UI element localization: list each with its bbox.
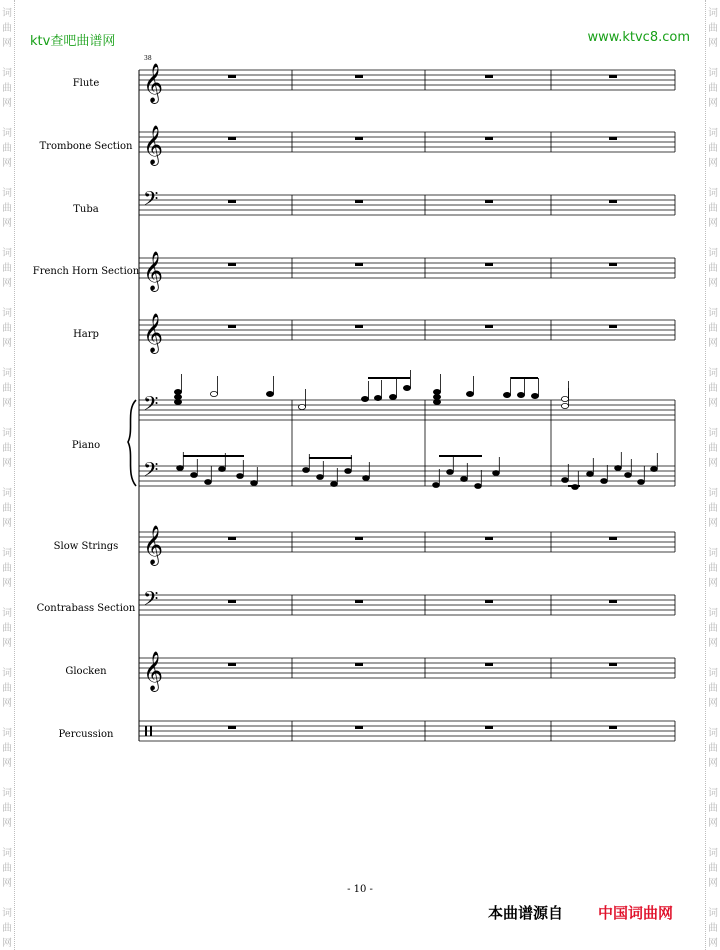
piano-notes [174, 370, 657, 490]
watermark-glyph: 词 [708, 728, 718, 739]
percussion-clef-icon [150, 726, 152, 736]
whole-rest [355, 537, 363, 540]
whole-rest [609, 600, 617, 603]
note-head [298, 404, 305, 409]
watermark-glyph: 词 [708, 908, 718, 919]
watermark-glyph: 词 [2, 68, 12, 79]
whole-rest [228, 325, 236, 328]
watermark-glyph: 曲 [2, 803, 12, 814]
piano-brace [128, 400, 136, 486]
watermark-glyph: 网 [2, 578, 12, 589]
watermark-glyph: 曲 [2, 743, 12, 754]
note-head [601, 479, 608, 484]
note-head [174, 399, 181, 404]
watermark-glyph: 网 [708, 878, 718, 889]
note-head [374, 395, 381, 400]
treble-clef-icon: 𝄞 [143, 251, 164, 291]
note-head [177, 466, 184, 471]
whole-rest [355, 325, 363, 328]
whole-rest [355, 75, 363, 78]
treble-clef-icon: 𝄞 [143, 651, 164, 691]
whole-rest [485, 663, 493, 666]
watermark-glyph: 曲 [2, 563, 12, 574]
note-head [389, 394, 396, 399]
whole-rest [355, 663, 363, 666]
watermark-glyph: 词 [2, 608, 12, 619]
watermark-glyph: 词 [708, 188, 718, 199]
header-site-name: ktv查吧曲谱网 [30, 34, 116, 49]
note-head [237, 474, 244, 479]
whole-rest [355, 200, 363, 203]
footer-source-site[interactable]: 中国词曲网 [598, 904, 674, 922]
note-head [625, 473, 632, 478]
note-head [562, 478, 569, 483]
watermark-glyph: 曲 [2, 263, 12, 274]
watermark-glyph: 词 [708, 428, 718, 439]
watermark-glyph: 曲 [2, 83, 12, 94]
treble-clef-icon: 𝄞 [143, 63, 164, 103]
watermark-glyph: 曲 [708, 623, 718, 634]
watermark-glyph: 词 [708, 128, 718, 139]
instrument-label-french-horn: French Horn Section [32, 266, 140, 277]
watermark-glyph: 网 [2, 38, 12, 49]
whole-rest [485, 600, 493, 603]
watermark-glyph: 词 [708, 248, 718, 259]
watermark-glyph: 曲 [708, 203, 718, 214]
whole-rest [228, 263, 236, 266]
instrument-label-flute: Flute [72, 78, 100, 89]
watermark-glyph: 词 [2, 908, 12, 919]
watermark-glyph: 网 [2, 638, 12, 649]
whole-rest [228, 663, 236, 666]
watermark-glyph: 曲 [2, 623, 12, 634]
measure-number: 38 [144, 55, 152, 62]
watermark-glyph: 词 [708, 848, 718, 859]
watermark-glyph: 词 [2, 308, 12, 319]
watermark-glyph: 网 [708, 98, 718, 109]
note-head [433, 394, 440, 399]
watermark-glyph: 词 [708, 368, 718, 379]
watermark-glyph: 网 [708, 398, 718, 409]
whole-rest [355, 137, 363, 140]
watermark-glyph: 词 [2, 668, 12, 679]
watermark-glyph: 网 [708, 578, 718, 589]
watermark-glyph: 网 [708, 938, 718, 949]
watermark-glyph: 曲 [708, 383, 718, 394]
percussion-clef-icon [145, 726, 147, 736]
note-head [317, 475, 324, 480]
watermark-glyph: 曲 [2, 923, 12, 934]
whole-rest [485, 263, 493, 266]
note-head [403, 385, 410, 390]
instrument-label-trombone: Trombone Section [39, 141, 133, 152]
watermark-glyph: 曲 [708, 323, 718, 334]
whole-rest [228, 200, 236, 203]
bass-clef-icon: 𝄢 [143, 187, 159, 215]
watermark-glyph: 网 [2, 818, 12, 829]
whole-rest [228, 137, 236, 140]
watermark-glyph: 曲 [2, 23, 12, 34]
watermark-glyph: 词 [708, 488, 718, 499]
watermark-glyph: 词 [2, 728, 12, 739]
watermark-glyph: 网 [708, 38, 718, 49]
watermark-glyph: 词 [708, 608, 718, 619]
watermark-glyph: 网 [2, 98, 12, 109]
watermark-glyph: 词 [2, 428, 12, 439]
watermark-glyph: 词 [708, 68, 718, 79]
staff-lines [128, 70, 675, 741]
note-head [461, 477, 468, 482]
watermark-glyph: 网 [2, 158, 12, 169]
watermark-glyph: 词 [2, 788, 12, 799]
note-head [447, 470, 454, 475]
instrument-label-harp: Harp [73, 329, 99, 340]
note-head [587, 472, 594, 477]
treble-clef-icon: 𝄞 [143, 525, 164, 565]
watermark-glyph: 曲 [2, 323, 12, 334]
footer-source-label: 本曲谱源自 [488, 904, 564, 922]
watermark-glyph: 网 [708, 698, 718, 709]
watermark-glyph: 词 [2, 8, 12, 19]
watermark-glyph: 网 [708, 278, 718, 289]
watermark-glyph: 曲 [708, 683, 718, 694]
bass-clef-icon: 𝄢 [143, 458, 159, 486]
note-head [361, 396, 368, 401]
watermark-glyph: 曲 [708, 563, 718, 574]
whole-rests [228, 75, 617, 729]
watermark-glyph: 词 [2, 128, 12, 139]
whole-rest [609, 537, 617, 540]
whole-rest [485, 137, 493, 140]
whole-rest [609, 200, 617, 203]
watermark-glyph: 网 [2, 758, 12, 769]
whole-rest [228, 726, 236, 729]
watermark-glyph: 曲 [708, 443, 718, 454]
watermark-glyph: 曲 [708, 743, 718, 754]
whole-rest [485, 200, 493, 203]
watermark-glyph: 曲 [708, 863, 718, 874]
watermark-glyph: 词 [2, 488, 12, 499]
note-head [251, 481, 258, 486]
watermark-glyph: 词 [2, 368, 12, 379]
note-head [433, 483, 440, 488]
note-head [651, 467, 658, 472]
whole-rest [609, 726, 617, 729]
note-head [266, 391, 273, 396]
watermark-glyph: 网 [2, 398, 12, 409]
watermark-glyph: 网 [2, 878, 12, 889]
note-head [191, 473, 198, 478]
watermark-glyph: 曲 [2, 683, 12, 694]
note-head [303, 468, 310, 473]
instrument-label-slow-strings: Slow Strings [53, 541, 119, 552]
watermark-glyph: 词 [708, 308, 718, 319]
note-head [210, 391, 217, 396]
watermark-glyph: 曲 [708, 923, 718, 934]
note-head [531, 393, 538, 398]
note-head [219, 467, 226, 472]
note-head [363, 476, 370, 481]
watermark-glyph: 网 [2, 458, 12, 469]
whole-rest [609, 325, 617, 328]
whole-rest [485, 325, 493, 328]
note-head [561, 396, 568, 401]
watermark-glyph: 网 [2, 698, 12, 709]
whole-rest [355, 600, 363, 603]
note-head [517, 392, 524, 397]
watermark-glyph: 曲 [708, 803, 718, 814]
note-head [475, 484, 482, 489]
watermark-glyph: 网 [708, 338, 718, 349]
treble-clef-icon: 𝄞 [143, 313, 164, 353]
watermark-glyph: 曲 [2, 383, 12, 394]
watermark-glyph: 网 [2, 218, 12, 229]
bass-clef-icon: 𝄢 [143, 587, 159, 615]
watermark-glyph: 词 [708, 788, 718, 799]
watermark-glyph: 曲 [708, 143, 718, 154]
whole-rest [609, 663, 617, 666]
watermark-glyph: 曲 [2, 503, 12, 514]
instrument-label-contrabass: Contrabass Section [36, 603, 136, 614]
watermark-glyph: 曲 [708, 23, 718, 34]
header-site-url[interactable]: www.ktvc8.com [587, 30, 690, 45]
treble-clef-icon: 𝄞 [143, 125, 164, 165]
whole-rest [609, 75, 617, 78]
watermark-glyph: 网 [2, 278, 12, 289]
note-head [331, 482, 338, 487]
watermark-glyph: 词 [2, 548, 12, 559]
watermark-glyph: 曲 [2, 143, 12, 154]
note-head [174, 389, 181, 394]
whole-rest [609, 137, 617, 140]
watermark-glyph: 网 [708, 458, 718, 469]
watermark-glyph: 网 [708, 758, 718, 769]
whole-rest [485, 75, 493, 78]
watermark-glyph: 曲 [2, 863, 12, 874]
note-head [345, 469, 352, 474]
watermark-glyph: 网 [708, 638, 718, 649]
bass-clef-icon: 𝄢 [143, 392, 159, 420]
watermark-glyph: 网 [2, 338, 12, 349]
watermark-glyph: 网 [708, 218, 718, 229]
whole-rest [485, 726, 493, 729]
watermark-glyph: 词 [2, 248, 12, 259]
watermark-glyph: 词 [708, 668, 718, 679]
instrument-label-percussion: Percussion [58, 729, 114, 740]
note-head [503, 392, 510, 397]
note-head [174, 394, 181, 399]
watermark-glyph: 网 [708, 818, 718, 829]
whole-rest [355, 726, 363, 729]
watermark-glyph: 曲 [708, 503, 718, 514]
watermark-glyph: 曲 [708, 263, 718, 274]
note-head [638, 480, 645, 485]
watermark-glyph: 词 [708, 8, 718, 19]
whole-rest [485, 537, 493, 540]
watermark-glyph: 词 [2, 188, 12, 199]
note-head [561, 403, 568, 408]
note-head [433, 399, 440, 404]
note-head [615, 466, 622, 471]
watermark-glyph: 曲 [2, 443, 12, 454]
watermark-glyph: 网 [2, 518, 12, 529]
note-head [493, 471, 500, 476]
watermark-glyph: 词 [2, 848, 12, 859]
note-head [433, 389, 440, 394]
watermark-glyph: 网 [708, 518, 718, 529]
watermark-glyph: 词 [708, 548, 718, 559]
whole-rest [228, 537, 236, 540]
clefs [143, 63, 163, 736]
watermark-glyph: 曲 [708, 83, 718, 94]
page-number: - 10 - [347, 884, 373, 895]
instrument-label-tuba: Tuba [73, 204, 99, 215]
watermark-glyph: 网 [2, 938, 12, 949]
note-head [205, 480, 212, 485]
note-head [466, 391, 473, 396]
whole-rest [355, 263, 363, 266]
watermark-glyph: 网 [708, 158, 718, 169]
instrument-label-glocken: Glocken [65, 666, 107, 677]
watermark-glyph: 曲 [2, 203, 12, 214]
whole-rest [609, 263, 617, 266]
whole-rest [228, 75, 236, 78]
whole-rest [228, 600, 236, 603]
instrument-label-piano: Piano [71, 440, 101, 451]
